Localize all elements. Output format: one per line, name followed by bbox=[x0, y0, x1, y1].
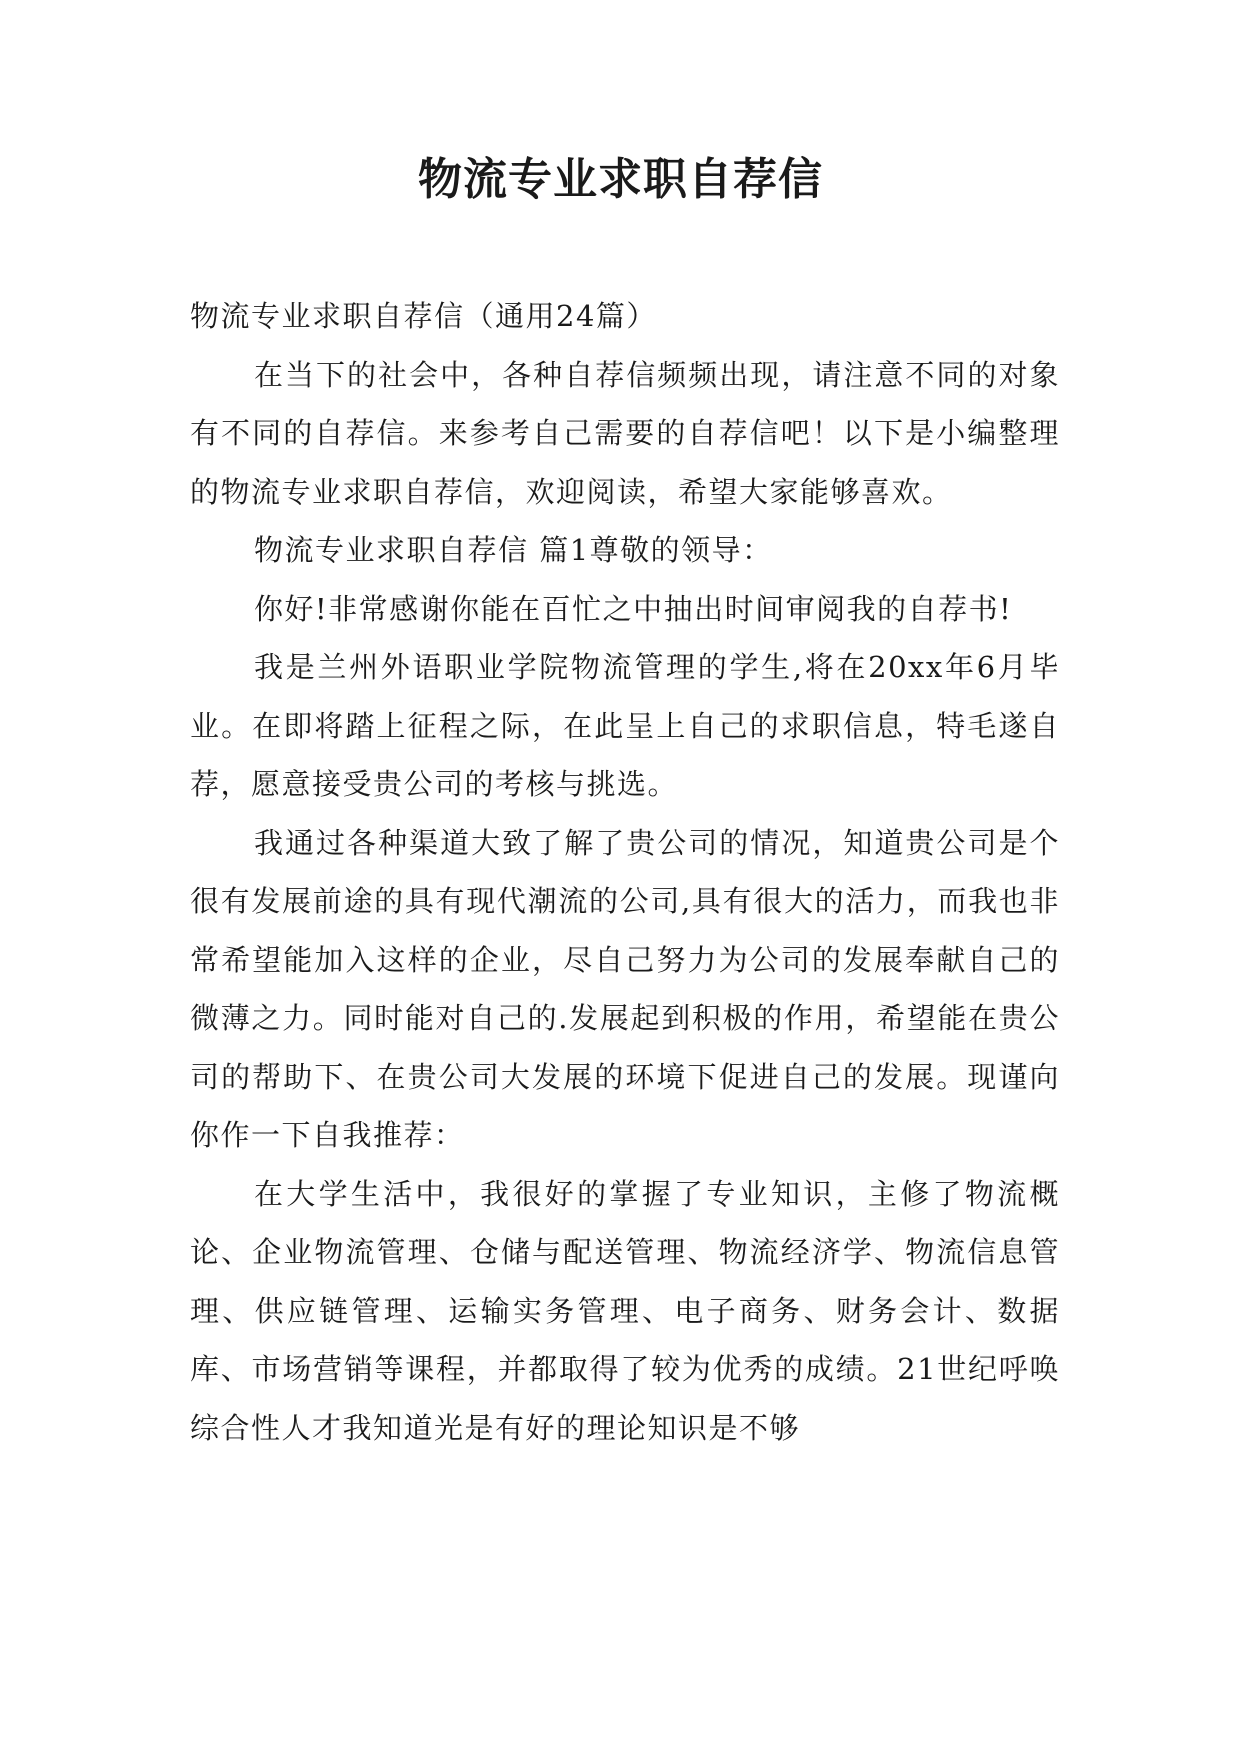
greeting-paragraph: 你好!非常感谢你能在百忙之中抽出时间审阅我的自荐书! bbox=[254, 591, 1013, 626]
document-body bbox=[190, 287, 1060, 1457]
letter-heading: 物流专业求职自荐信 篇1尊敬的领导： bbox=[254, 533, 773, 567]
document-title: 物流专业求职自荐信 bbox=[418, 154, 823, 205]
self-introduction-paragraph: 我是兰州外语职业学院物流管理的学生,将在20xx年6月毕业。在即将踏上征程之际，在此呈上自己的求职信息，特毛遂自荐，愿意接受贵公司的考核与挑选。 bbox=[190, 650, 1060, 801]
document-subtitle: 物流专业求职自荐信（通用24篇） bbox=[190, 299, 657, 333]
education-paragraph: 在大学生活中，我很好的掌握了专业知识，主修了物流概论、企业物流管理、仓储与配送管理、物流经济学、物流信息管理、供应链管理、运输实务管理、电子商务、财务会计、数据库、市场营销等课程，并都取得了较为优秀的成绩。21世纪呼唤综合性人才我知道光是有好的理论知识是不够 bbox=[190, 1176, 1060, 1445]
company-paragraph: 我通过各种渠道大致了解了贵公司的情况，知道贵公司是个很有发展前途的具有现代潮流的公司,具有很大的活力，而我也非常希望能加入这样的企业，尽自己努力为公司的发展奉献自己的微薄之力。同时能对自己的.发展起到积极的作用，希望能在贵公司的帮助下、在贵公司大发展的环境下促进自己的发展。现谨向你作一下自我推荐： bbox=[190, 825, 1060, 1152]
intro-paragraph: 在当下的社会中，各种自荐信频频出现，请注意不同的对象有不同的自荐信。来参考自己需要的自荐信吧！以下是小编整理的物流专业求职自荐信，欢迎阅读，希望大家能够喜欢。 bbox=[190, 357, 1060, 509]
